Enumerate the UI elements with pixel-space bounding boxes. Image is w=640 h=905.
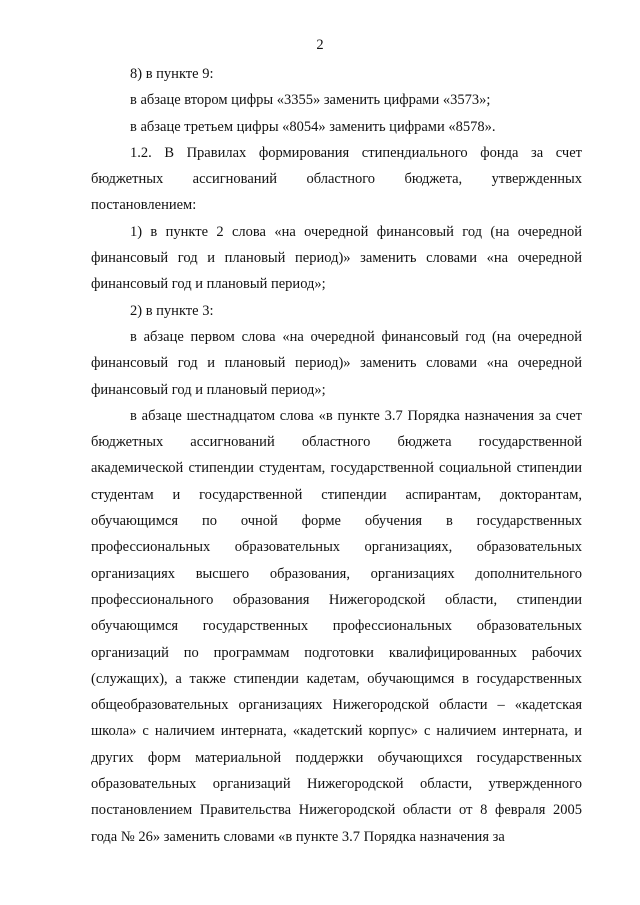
paragraph-section-1-2: 1.2. В Правилах формирования стипендиального фонда за счет бюджетных ассигнований областного бюджета, утвержденных постановлением:	[91, 144, 582, 214]
paragraph-abzac-second: в абзаце втором цифры «3355» заменить цифрами «3573»;	[130, 92, 491, 109]
paragraph-abzac-sixteenth: в абзаце шестнадцатом слова «в пункте 3.7 Порядка назначения за счет бюджетных ассигнований областного бюджета государственной академической стипендии студентам, государственной социальной стипендии студентам и государственной стипендии аспирантам, докторантам, обучающимся по очной форме обучения в государственных профессиональных образовательных организациях, образовательных организациях высшего образования, организациях дополнительного профессионального образования Нижегородской области, стипендии обучающимся государственных профессиональных образовательных организаций по программам подготовки квалифицированных рабочих (служащих), а также стипендии кадетам, обучающимся в государственных общеобразовательных организациях Нижегородской области – «кадетская школа» с наличием интерната, «кадетский корпус» с наличием интерната, и других форм материальной поддержки обучающихся государственных образовательных организаций Нижегородской области, утвержденного постановлением Правительства Нижегородской области от 8 февраля 2005 года № 26» заменить словами «в пункте 3.7 Порядка назначения за	[91, 407, 582, 845]
document-body	[91, 61, 582, 850]
paragraph-item-2: 2) в пункте 3:	[130, 302, 214, 319]
paragraph-item-1: 1) в пункте 2 слова «на очередной финансовый год (на очередной финансовый год и плановый период)» заменить словами «на очередной финансовый год и плановый период»;	[91, 223, 582, 293]
paragraph-abzac-third: в абзаце третьем цифры «8054» заменить цифрами «8578».	[130, 118, 496, 135]
paragraph-item-8: 8) в пункте 9:	[130, 66, 214, 82]
page-number: 2	[316, 37, 324, 53]
paragraph-abzac-first: в абзаце первом слова «на очередной финансовый год (на очередной финансовый год и плановый период)» заменить словами «на очередной финансовый год и плановый период»;	[91, 328, 582, 398]
